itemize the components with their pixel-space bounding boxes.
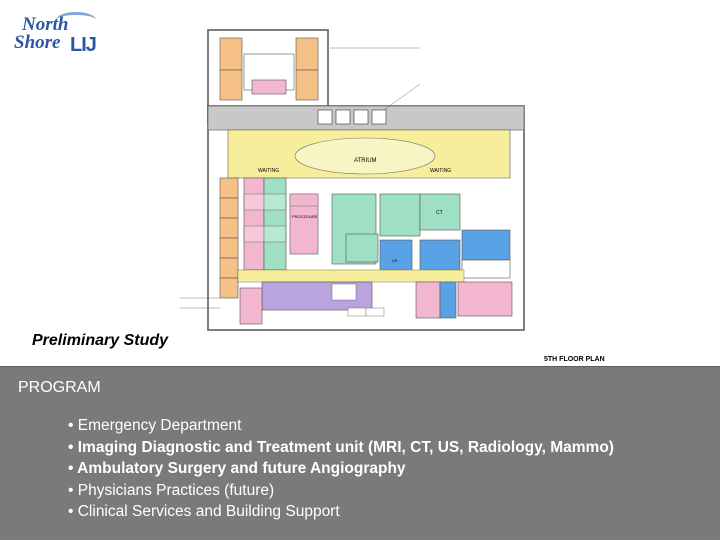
stor-room: [366, 308, 384, 316]
program-item: • Imaging Diagnostic and Treatment unit (MRI, CT, US, Radiology, Mammo): [68, 438, 614, 456]
stor-room: [332, 284, 356, 300]
mri-exam: [416, 282, 440, 318]
us-label: US: [392, 258, 398, 263]
program-item: • Emergency Department: [68, 417, 242, 434]
logo-lij: LIJ: [70, 34, 96, 56]
floor-plan-svg: [140, 18, 560, 340]
office-room: [220, 218, 238, 238]
logo-shore: Shore: [14, 32, 61, 53]
office-room: [296, 38, 318, 70]
office-room: [220, 198, 238, 218]
corridor: [238, 270, 464, 282]
program-item: • Physicians Practices (future): [68, 481, 275, 499]
stor-room: [348, 308, 366, 316]
clean-room-block: [264, 178, 286, 270]
exam-room: [220, 70, 242, 100]
toilet-block: [462, 260, 510, 278]
us-room: [420, 240, 460, 274]
atrium-area: [295, 138, 435, 174]
elevator: [336, 110, 350, 124]
procedure-label: PROCEDURE: [292, 214, 318, 219]
office-room: [220, 278, 238, 298]
office-room: [220, 38, 242, 70]
north-shore-lij-logo: [8, 12, 108, 60]
pink-room: [252, 80, 286, 94]
program-panel: [0, 366, 720, 540]
elevator: [318, 110, 332, 124]
waiting-right-label: WAITING: [430, 168, 452, 174]
exam-room-block: [244, 178, 264, 270]
blue-room: [440, 282, 456, 318]
floor-plan-drawing: [140, 18, 560, 340]
office-room: [220, 238, 238, 258]
ct-label: CT: [436, 210, 443, 216]
mri-room: [346, 234, 378, 262]
atrium-label: ATRIUM: [354, 158, 377, 164]
office-room: [220, 258, 238, 278]
program-list: [68, 415, 614, 523]
us-room: [380, 240, 412, 274]
caption-preliminary-study: Preliminary Study: [32, 332, 169, 349]
covered-waiting-pink: [458, 282, 512, 316]
elevator: [354, 110, 368, 124]
reading-room: [290, 194, 318, 206]
program-title: PROGRAM: [18, 379, 101, 396]
program-item: • Clinical Services and Building Support: [68, 503, 340, 520]
floor-plan-label: 5TH FLOOR PLAN: [544, 356, 605, 363]
program-item: • Ambulatory Surgery and future Angiography: [68, 460, 406, 477]
pink-room: [240, 288, 262, 324]
covered-waiting: [462, 230, 510, 260]
logo-north: North: [22, 14, 69, 35]
clean-utility: [380, 194, 420, 236]
exam-room: [296, 70, 318, 100]
waiting-left-label: WAITING: [258, 168, 280, 174]
elevator: [372, 110, 386, 124]
office-room: [220, 178, 238, 198]
